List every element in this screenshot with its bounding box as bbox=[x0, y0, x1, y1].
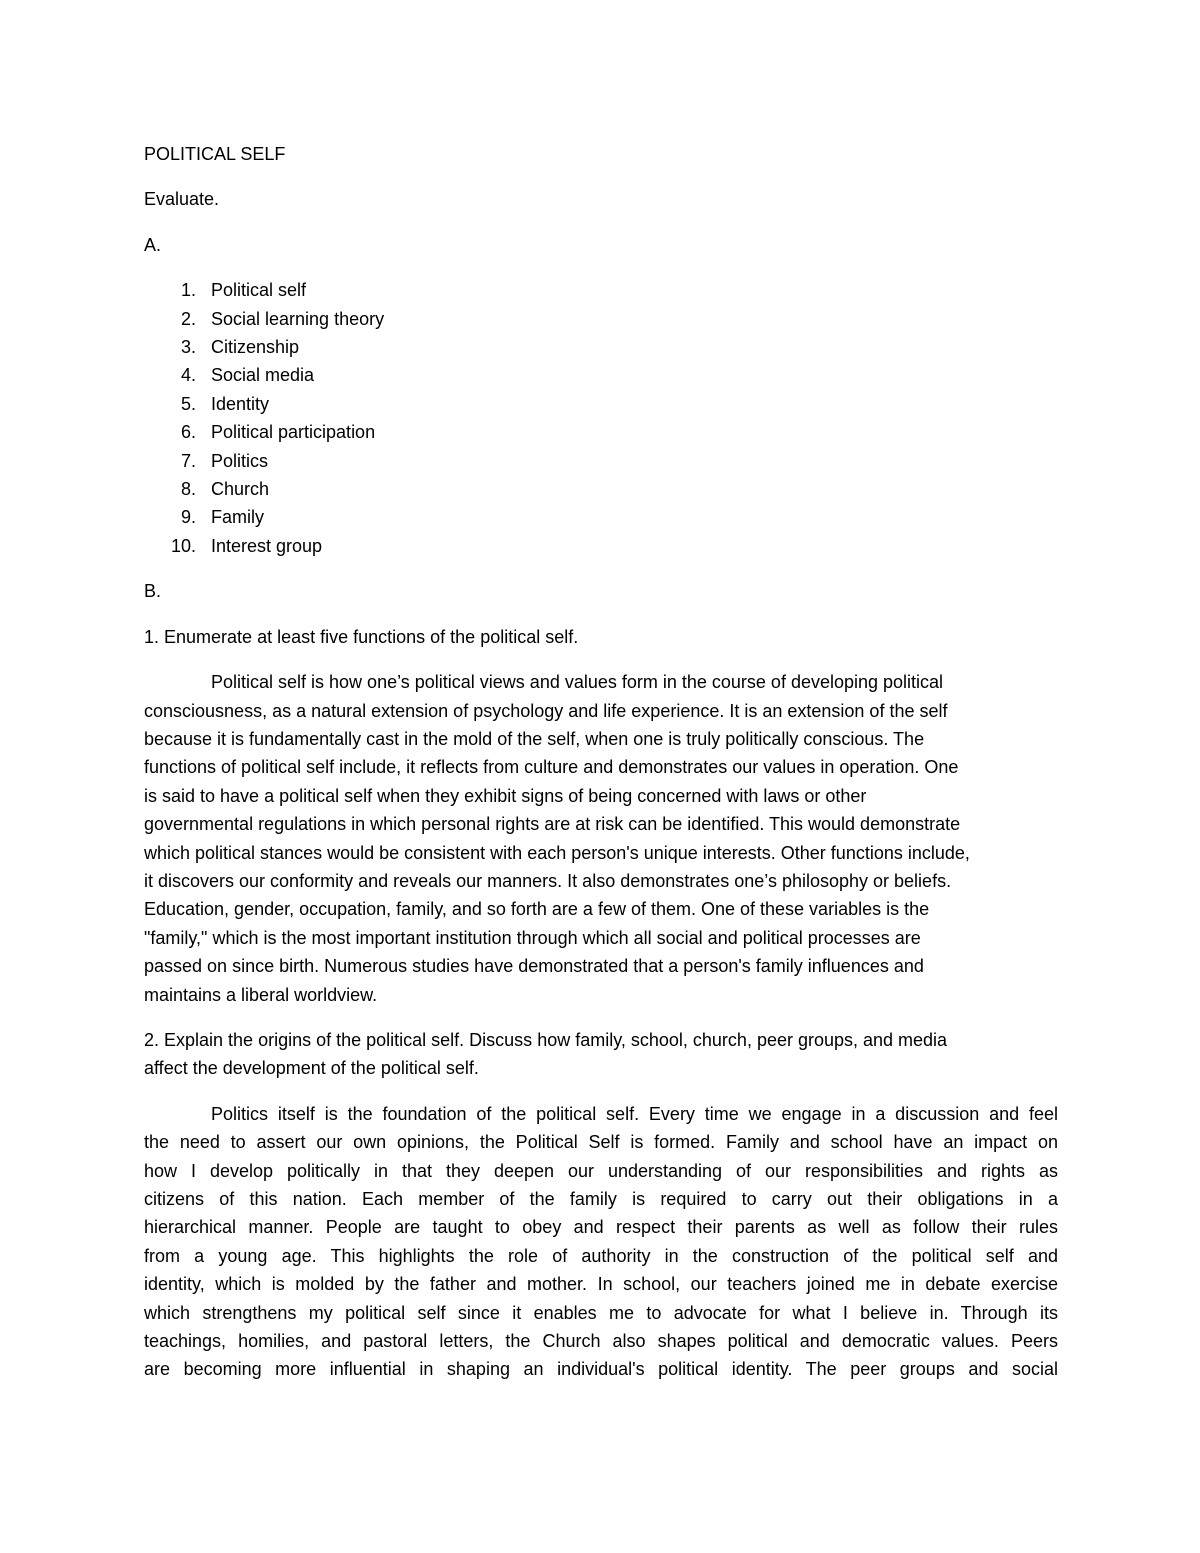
paragraph-line: functions of political self include, it reflects from culture and demonstrates our values in operation. One bbox=[144, 757, 959, 778]
answer-1-paragraph bbox=[144, 668, 1058, 1009]
terms-list bbox=[144, 276, 1058, 560]
paragraph-line: hierarchical manner. People are taught to obey and respect their parents as well as follow their rules bbox=[144, 1217, 1058, 1238]
list-item-text: Social learning theory bbox=[211, 308, 385, 329]
paragraph-line: the need to assert our own opinions, the Political Self is formed. Family and school have an impact on bbox=[144, 1132, 1058, 1153]
paragraph-line: governmental regulations in which personal rights are at risk can be identified. This would demonstrate bbox=[144, 814, 961, 835]
paragraph-line: is said to have a political self when they exhibit signs of being concerned with laws or other bbox=[144, 785, 867, 806]
paragraph-line: how I develop politically in that they deepen our understanding of our responsibilities and rights as bbox=[144, 1160, 1058, 1181]
answer-2-paragraph bbox=[144, 1100, 1058, 1384]
instruction-text: Evaluate. bbox=[144, 189, 220, 210]
list-item-text: Citizenship bbox=[211, 337, 300, 358]
list-item bbox=[144, 503, 1058, 531]
paragraph-line: Political self is how one’s political views and values form in the course of developing political bbox=[211, 672, 944, 693]
paragraph-line: which political stances would be consistent with each person's unique interests. Other functions include, bbox=[144, 842, 970, 863]
list-item-number: 4. bbox=[180, 365, 196, 386]
part-b-label: B. bbox=[144, 581, 162, 602]
list-item-number: 10. bbox=[170, 535, 196, 556]
list-item-number: 1. bbox=[180, 280, 196, 301]
paragraph-line: Politics itself is the foundation of the political self. Every time we engage in a discussion and feel bbox=[211, 1103, 1058, 1124]
paragraph-line: identity, which is molded by the father and mother. In school, our teachers joined me in debate exercise bbox=[144, 1274, 1058, 1295]
paragraph-line: because it is fundamentally cast in the mold of the self, when one is truly politically conscious. The bbox=[144, 728, 925, 749]
list-item-text: Social media bbox=[211, 365, 315, 386]
list-item-text: Politics bbox=[211, 450, 269, 471]
list-item-text: Political self bbox=[211, 280, 307, 301]
list-item-number: 5. bbox=[180, 393, 196, 414]
list-item-number: 8. bbox=[180, 479, 196, 500]
paragraph-line: teachings, homilies, and pastoral letters, the Church also shapes political and democratic values. Peers bbox=[144, 1331, 1058, 1352]
paragraph-line: maintains a liberal worldview. bbox=[144, 984, 378, 1005]
document-page bbox=[144, 140, 1058, 1401]
paragraph-line: Education, gender, occupation, family, and so forth are a few of them. One of these variables is the bbox=[144, 899, 930, 920]
list-item-number: 2. bbox=[180, 308, 196, 329]
list-item-text: Identity bbox=[211, 393, 270, 414]
list-item bbox=[144, 305, 1058, 333]
document-title: POLITICAL SELF bbox=[144, 144, 286, 164]
list-item-text: Interest group bbox=[211, 535, 323, 556]
paragraph-line: from a young age. This highlights the role of authority in the construction of the political self and bbox=[144, 1245, 1058, 1266]
part-a-label: A. bbox=[144, 234, 162, 255]
list-item bbox=[144, 447, 1058, 475]
list-item bbox=[144, 475, 1058, 503]
list-item bbox=[144, 361, 1058, 389]
list-item bbox=[144, 532, 1058, 560]
question-line: affect the development of the political self. bbox=[144, 1058, 479, 1079]
paragraph-line: "family," which is the most important institution through which all social and political processes are bbox=[144, 927, 921, 948]
paragraph-line: passed on since birth. Numerous studies have demonstrated that a person's family influences and bbox=[144, 956, 924, 977]
list-item bbox=[144, 276, 1058, 304]
list-item-number: 9. bbox=[180, 507, 196, 528]
question-1: 1. Enumerate at least five functions of the political self. bbox=[144, 626, 579, 647]
paragraph-line: are becoming more influential in shaping an individual's political identity. The peer groups and social bbox=[144, 1359, 1058, 1380]
list-item bbox=[144, 333, 1058, 361]
paragraph-line: consciousness, as a natural extension of psychology and life experience. It is an extension of the self bbox=[144, 700, 948, 721]
paragraph-line: citizens of this nation. Each member of the family is required to carry out their obligations in a bbox=[144, 1189, 1058, 1209]
list-item bbox=[144, 418, 1058, 446]
list-item-number: 3. bbox=[180, 337, 196, 358]
list-item-text: Family bbox=[211, 507, 264, 528]
question-2 bbox=[144, 1026, 1058, 1083]
list-item bbox=[144, 390, 1058, 418]
list-item-number: 6. bbox=[180, 422, 196, 443]
paragraph-line: which strengthens my political self since it enables me to advocate for what I believe in. Through its bbox=[144, 1302, 1058, 1323]
list-item-text: Political participation bbox=[211, 422, 376, 443]
list-item-text: Church bbox=[211, 479, 270, 500]
question-line: 2. Explain the origins of the political self. Discuss how family, school, church, peer groups, and media bbox=[144, 1029, 948, 1050]
paragraph-line: it discovers our conformity and reveals our manners. It also demonstrates one’s philosophy or beliefs. bbox=[144, 870, 952, 891]
list-item-number: 7. bbox=[180, 450, 196, 471]
